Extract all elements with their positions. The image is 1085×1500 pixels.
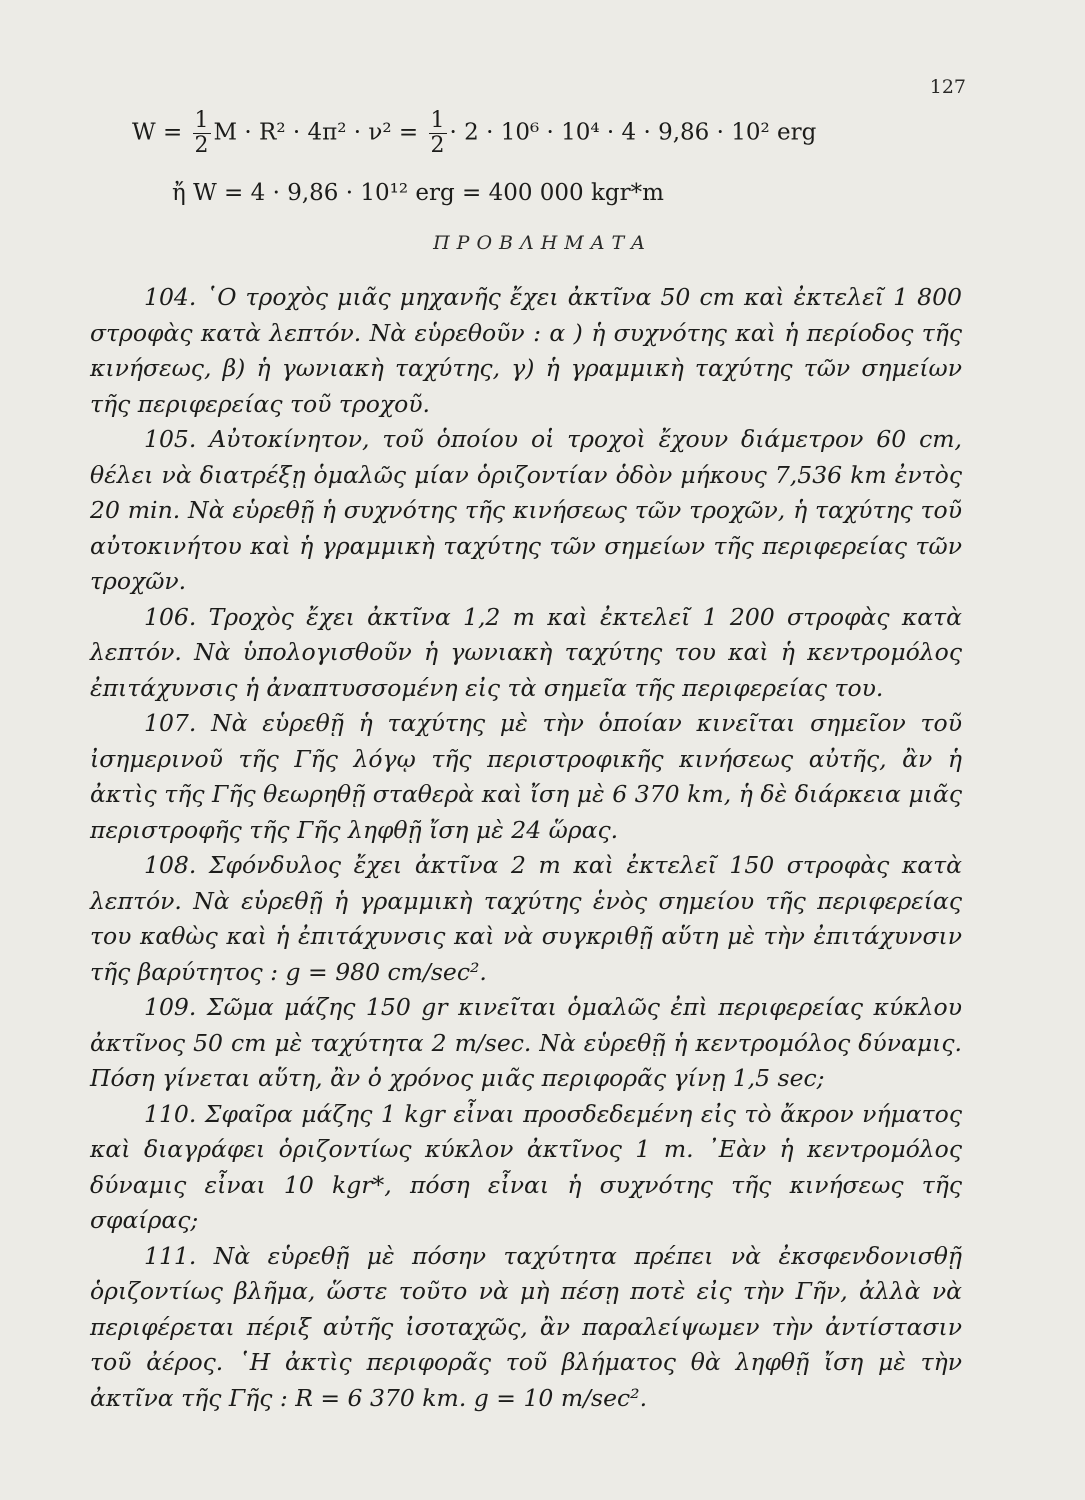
- problem-110: 110. Σφαῖρα μάζης 1 kgr εἶναι προσδεδεμένη εἰς τὸ ἄκρον νήματος καὶ διαγράφει ὁριζοντίως κύκλον ἀκτῖνος 1 m. ᾿Εὰν ἡ κεντρομόλος δύναμις εἶναι 10 kgr*, πόση εἶναι ἡ συχνότης τῆς κινήσεως τῆς σφαίρας;: [90, 1099, 962, 1234]
- formula-line-1: [132, 110, 816, 157]
- formula-line-2: ἤ W = 4 · 9,86 · 10¹² erg = 400 000 kgr*m: [172, 180, 664, 206]
- problem-list: [90, 280, 962, 1416]
- problem-108: 108. Σφόνδυλος ἔχει ἀκτῖνα 2 m καὶ ἐκτελεῖ 150 στροφὰς κατὰ λεπτόν. Νὰ εὑρεθῇ ἡ γραμμικὴ ταχύτης ἑνὸς σημείου τῆς περιφερείας του καθὼς καὶ ἡ ἐπιτάχυνσις καὶ νὰ συγκριθῇ αὕτη μὲ τὴν ἐπιτάχυνσιν τῆς βαρύτητος : g = 980 cm/sec².: [90, 851, 962, 986]
- section-title: ΠΡΟΒΛΗΜΑΤΑ: [433, 232, 652, 254]
- problem-106: 106. Τροχὸς ἔχει ἀκτῖνα 1,2 m καὶ ἐκτελεῖ 1 200 στροφὰς κατὰ λεπτόν. Νὰ ὑπολογισθοῦν ἡ γωνιακὴ ταχύτης του καὶ ἡ κεντρομόλος ἐπιτάχυνσις ἡ ἀναπτυσσομένη εἰς τὰ σημεῖα τῆς περιφερείας του.: [90, 602, 962, 702]
- problem-109: 109. Σῶμα μάζης 150 gr κινεῖται ὁμαλῶς ἐπὶ περιφερείας κύκλου ἀκτῖνος 50 cm μὲ ταχύτητα 2 m/sec. Νὰ εὑρεθῇ ἡ κεντρομόλος δύναμις. Πόση γίνεται αὕτη, ἂν ὁ χρόνος μιᾶς περιφορᾶς γίνῃ 1,5 sec;: [90, 993, 962, 1092]
- problem-111: 111. Νὰ εὑρεθῇ μὲ πόσην ταχύτητα πρέπει νὰ ἐκσφενδονισθῇ ὁριζοντίως βλῆμα, ὥστε τοῦτο νὰ μὴ πέσῃ ποτὲ εἰς τὴν Γῆν, ἀλλὰ νὰ περιφέρεται πέριξ αὐτῆς ἰσοταχῶς, ἂν παραλείψωμεν τὴν ἀντίστασιν τοῦ ἀέρος. ῾Η ἀκτὶς περιφορᾶς τοῦ βλήματος θὰ ληφθῇ ἴση μὲ τὴν ἀκτῖνα τῆς Γῆς : R = 6 370 km. g = 10 m/sec².: [90, 1241, 962, 1412]
- formula-tail: · 2 · 10⁶ · 10⁴ · 4 · 9,86 · 10² erg: [449, 119, 817, 146]
- fraction-one-half: $\frac{1}{2}$: [194, 108, 209, 158]
- formula-lhs: W =: [132, 119, 190, 146]
- problem-107: 107. Νὰ εὑρεθῇ ἡ ταχύτης μὲ τὴν ὁποίαν κινεῖται σημεῖον τοῦ ἰσημερινοῦ τῆς Γῆς λόγῳ τῆς περιστροφικῆς κινήσεως αὐτῆς, ἂν ἡ ἀκτὶς τῆς Γῆς θεωρηθῇ σταθερὰ καὶ ἴση μὲ 6 370 km, ἡ δὲ διάρκεια μιᾶς περιστροφῆς τῆς Γῆς ληφθῇ ἴση μὲ 24 ὥρας.: [90, 709, 962, 844]
- page-number: 127: [929, 76, 966, 98]
- formula-middle: M · R² · 4π² · ν² =: [213, 119, 426, 146]
- problem-104: 104. ῾Ο τροχὸς μιᾶς μηχανῆς ἔχει ἀκτῖνα 50 cm καὶ ἐκτελεῖ 1 800 στροφὰς κατὰ λεπτόν. Νὰ εὑρεθοῦν : α ) ἡ συχνότης καὶ ἡ περίοδος τῆς κινήσεως, β) ἡ γωνιακὴ ταχύτης, γ) ἡ γραμμικὴ ταχύτης τῶν σημείων τῆς περιφερείας τοῦ τροχοῦ.: [90, 283, 962, 418]
- fraction-one-half-2: $\frac{1}{2}$: [430, 108, 445, 158]
- problem-105: 105. Αὐτοκίνητον, τοῦ ὁποίου οἱ τροχοὶ ἔχουν διάμετρον 60 cm, θέλει νὰ διατρέξῃ ὁμαλῶς μίαν ὁριζοντίαν ὁδὸν μήκους 7,536 km ἐντὸς 20 min. Νὰ εὑρεθῇ ἡ συχνότης τῆς κινήσεως τῶν τροχῶν, ἡ ταχύτης τοῦ αὐτοκινήτου καὶ ἡ γραμμικὴ ταχύτης τῶν σημείων τῆς περιφερείας τῶν τροχῶν.: [90, 425, 962, 595]
